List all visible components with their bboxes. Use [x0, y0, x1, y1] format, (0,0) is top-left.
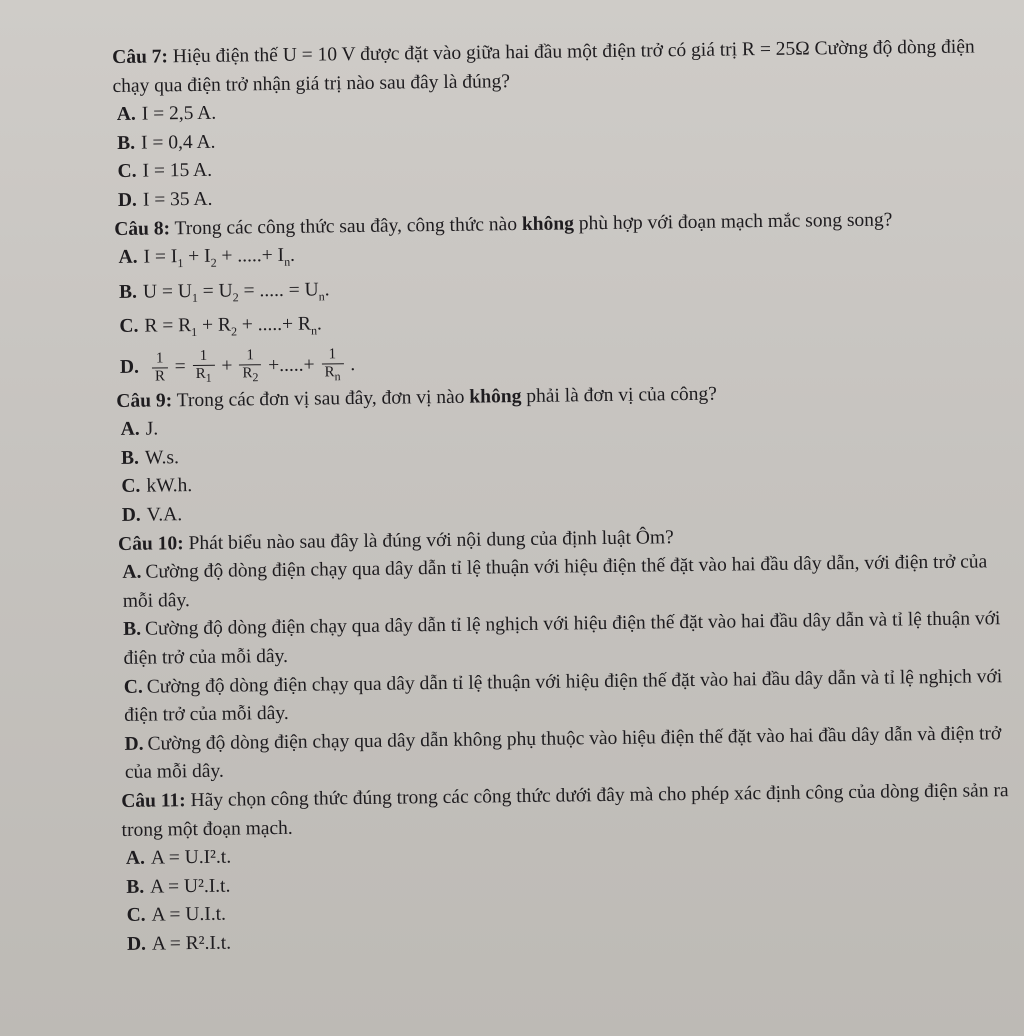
q8-option-b: B. $U = U_1 = U_2$ = ..... = $U_n$.	[118, 279, 330, 305]
question-7-text: Hiệu điện thế U = 10 V được đặt vào giữa hai đầu một điện trở có giá trị R = 25Ω Cường độ dòng điện chạy qua điện trở nhận giá trị nào sau đây là đúng?	[112, 36, 975, 97]
fraction-1-over-rn: $\frac{1}{R_n}$	[321, 346, 343, 385]
q10-option-a: A. Cường độ dòng điện chạy qua dây dẫn tỉ lệ thuận với hiệu điện thế đặt vào hai đầu dây dẫn, với điện trở của mỗi dây.	[122, 551, 988, 612]
fraction-1-over-r1: $\frac{1}{R_1}$	[192, 347, 214, 386]
q7-option-b: B. I = 0,4 A.	[117, 131, 216, 154]
q8-option-a: A. $I = I_1 + I_2$ + .....+ $I_n$.	[118, 244, 296, 271]
fraction-1-over-r: $\frac{1}{R}$	[152, 350, 168, 385]
question-10-text: Phát biểu nào sau đây là đúng với nội dung của định luật Ôm?	[188, 526, 674, 554]
question-8-label: Câu 8:	[114, 217, 171, 240]
q11-option-b: B. A = U².I.t.	[126, 875, 231, 898]
q10-option-b: B. Cường độ dòng điện chạy qua dây dẫn tỉ lệ nghịch với hiệu điện thế đặt vào hai đầu dây dẫn và tỉ lệ thuận với điện trở của mỗi dây.	[123, 608, 1001, 669]
fraction-1-over-r2: $\frac{1}{R_2}$	[239, 347, 261, 386]
question-9-emphasis: không	[469, 385, 522, 408]
q7-option-d: D. I = 35 A.	[117, 188, 213, 211]
q11-option-d: D. A = R².I.t.	[126, 932, 232, 955]
question-10-label: Câu 10:	[117, 532, 184, 555]
question-11-text: Hãy chọn công thức đúng trong các công thức dưới đây mà cho phép xác định công của dòng điện sản ra trong một đoạn mạch.	[121, 780, 1009, 841]
question-7-label: Câu 7:	[112, 46, 169, 68]
q10-option-c: C. Cường độ dòng điện chạy qua dây dẫn tỉ lệ thuận với hiệu điện thế đặt vào hai đầu dây dẫn và tỉ lệ nghịch với điện trở của mỗi dây.	[123, 665, 1003, 727]
q11-option-c: C. A = U.I.t.	[126, 904, 227, 927]
question-11-label: Câu 11:	[121, 790, 186, 812]
q9-option-b: B. W.s.	[120, 447, 180, 469]
question-8-emphasis: không	[521, 212, 575, 235]
q7-option-c: C. I = 15 A.	[117, 160, 213, 183]
exam-sheet	[112, 33, 1023, 959]
q7-option-a: A. I = 2,5 A.	[116, 102, 217, 126]
question-9-text-before: Trong các đơn vị sau đây, đơn vị nào	[176, 386, 465, 411]
question-9-label: Câu 9:	[116, 389, 173, 412]
question-9-text-after: phải là đơn vị của công?	[526, 383, 718, 407]
q8-option-d: D. $\frac{1}{R}$ = $\frac{1}{R_1}$ + $\frac{1}{R_2}$ +.....+ $\frac{1}{R_n}$ .	[120, 337, 1016, 388]
q9-option-a: A. J.	[120, 418, 159, 441]
q10-option-d: D. Cường độ dòng điện chạy qua dây dẫn không phụ thuộc vào hiệu điện thế đặt vào hai đầu dây dẫn và điện trở của mỗi dây.	[124, 722, 1002, 784]
q11-option-a: A. A = U.I².t.	[125, 846, 232, 870]
question-8-text-after: phù hợp với đoạn mạch mắc song song?	[578, 209, 893, 234]
q9-option-c: C. kW.h.	[121, 475, 193, 498]
question-8-text-before: Trong các công thức sau đây, công thức nào	[174, 213, 518, 239]
q9-option-d: D. V.A.	[121, 504, 183, 526]
q8-option-c: C. $R = R_1 + R_2$ + .....+ $R_n$.	[119, 313, 322, 340]
